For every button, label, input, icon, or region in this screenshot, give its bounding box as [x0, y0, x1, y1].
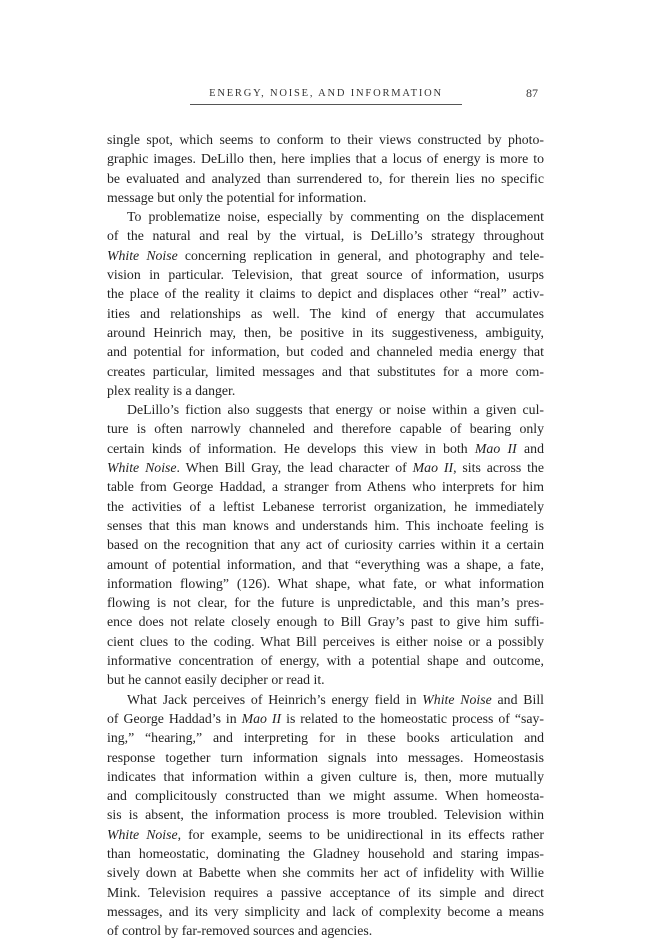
text-line: and complicitously constructed than we might assume. When homeosta-: [107, 788, 544, 804]
book-title: Mao II: [412, 460, 454, 476]
text-line: of George Haddad’s in Mao II is related to the homeostatic process of “say-: [107, 710, 545, 726]
text-line: be evaluated and analyzed than surrendered to, for therein lies no specific: [107, 170, 544, 186]
book-title: White Noise: [107, 460, 177, 476]
text-line: amount of potential information, and that “everything was a shape, a fate,: [107, 556, 544, 572]
text-line: cient clues to the coding. What Bill perceives is either noise or a possibly: [107, 633, 544, 649]
text-line: certain kinds of information. He develops this view in both Mao II and: [107, 440, 544, 456]
text-line: message but only the potential for information.: [107, 189, 367, 205]
text-line: indicates that information within a given culture is, then, more mutually: [107, 768, 544, 784]
text-line: Mink. Television requires a passive acceptance of its simple and direct: [107, 884, 544, 900]
text-line: sis is absent, the information process is more troubled. Television within: [107, 807, 544, 823]
body-text: [107, 130, 544, 940]
text-line: informative concentration of energy, with a potential shape and outcome,: [107, 653, 544, 669]
text-line: ence does not relate closely enough to Bill Gray’s past to give him suffi-: [107, 614, 544, 630]
text-line: ities and relationships as well. The kind of energy that accumulates: [107, 305, 544, 321]
header-rule: [190, 104, 462, 105]
text-line: around Heinrich may, then, be positive in its suggestiveness, ambiguity,: [107, 324, 544, 340]
text-line: senses that this man knows and understands him. This inchoate feeling is: [107, 517, 544, 533]
book-title: White Noise: [107, 247, 178, 263]
book-title: Mao II: [241, 710, 282, 726]
page-number: 87: [526, 86, 538, 100]
text-line: DeLillo’s fiction also suggests that energy or noise within a given cul-: [127, 402, 544, 418]
text-line: the activities of a leftist Lebanese terrorist organization, he immediately: [107, 498, 544, 514]
text-line: sively down at Babette when she commits her act of infidelity with Willie: [107, 865, 544, 881]
text-line: White Noise. When Bill Gray, the lead character of Mao II, sits across the: [107, 460, 544, 476]
text-line: White Noise concerning replication in general, and photography and tele-: [107, 247, 544, 263]
text-line: but he cannot easily decipher or read it.: [107, 672, 325, 688]
text-line: of the natural and real by the virtual, is DeLillo’s strategy throughout: [107, 228, 544, 244]
text-line: messages, and its very simplicity and lack of complexity become a means: [107, 903, 544, 919]
text-line: the place of the reality it claims to depict and displaces other “real” activ-: [107, 286, 544, 302]
text-line: vision in particular. Television, that great source of information, usurps: [107, 267, 544, 283]
text-line: graphic images. DeLillo then, here implies that a locus of energy is more to: [107, 151, 544, 167]
text-line: flowing is not clear, for the future is unpredictable, and this man’s pres-: [107, 595, 544, 611]
text-line: than homeostatic, dominating the Gladney household and staring impas-: [107, 845, 544, 861]
text-line: and potential for information, but coded and channeled media energy that: [107, 344, 544, 360]
text-line: plex reality is a danger.: [107, 382, 236, 398]
running-head: ENERGY, NOISE, AND INFORMATION: [209, 88, 443, 99]
text-line: of control by far-removed sources and agencies.: [107, 923, 373, 939]
text-line: based on the recognition that any act of curiosity carries within it a certain: [107, 537, 544, 553]
text-line: response together turn information signals into messages. Homeostasis: [107, 749, 544, 765]
text-line: creates particular, limited messages and that substitutes for a more com-: [107, 363, 544, 379]
text-line: ture is often narrowly channeled and therefore capable of bearing only: [107, 421, 544, 437]
book-title: White Noise: [107, 826, 178, 842]
text-line: To problematize noise, especially by commenting on the displacement: [127, 209, 544, 225]
text-line: information flowing” (126). What shape, what fate, or what information: [107, 575, 544, 591]
text-line: White Noise, for example, seems to be unidirectional in its effects rather: [107, 826, 544, 842]
book-title: Mao II: [474, 440, 517, 456]
text-line: table from George Haddad, a stranger from Athens who interprets for him: [107, 479, 544, 495]
text-line: ing,” “hearing,” and interpreting for in these books articulation and: [107, 730, 544, 746]
book-title: White Noise: [422, 691, 492, 707]
text-line: single spot, which seems to conform to their views constructed by photo-: [107, 132, 544, 147]
text-line: What Jack perceives of Heinrich’s energy field in White Noise and Bill: [127, 691, 544, 707]
